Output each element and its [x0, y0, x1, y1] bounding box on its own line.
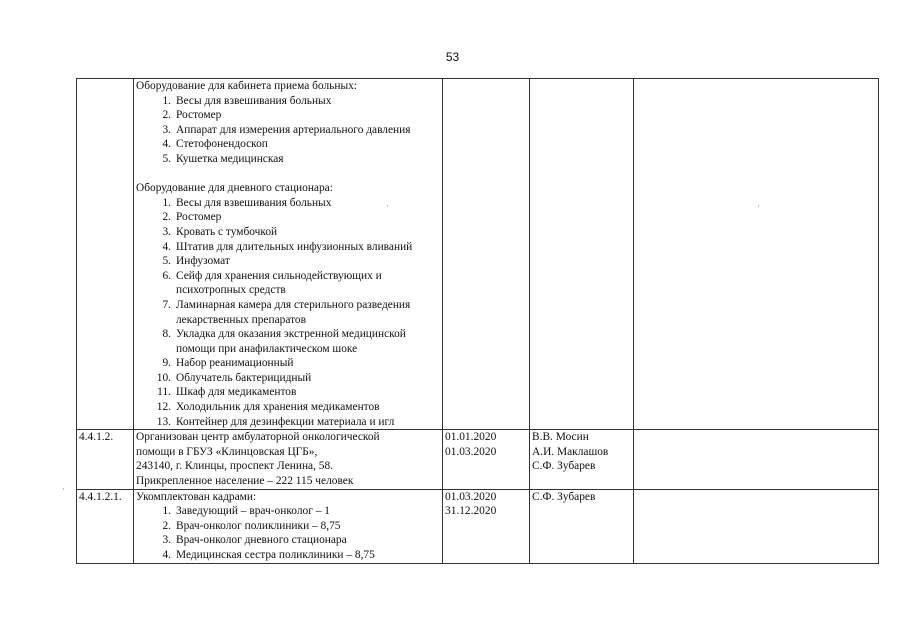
cell-dates: [443, 79, 530, 430]
list-item: [136, 210, 440, 225]
cell-code: 4.4.1.2.1.: [77, 489, 134, 563]
cell-responsible: [530, 79, 634, 430]
item-text: Весы для взвешивания больных: [176, 196, 332, 209]
item-text: Контейнер для дезинфекции материала и игл: [176, 415, 395, 428]
group-spacer: [136, 167, 440, 182]
item-text: Врач-онколог поликлиники – 8,75: [176, 519, 341, 532]
plan-table: [76, 78, 879, 564]
table-row: [77, 79, 879, 430]
scan-speck: ·: [386, 201, 389, 211]
list-item: [136, 108, 440, 123]
item-number: 7.: [162, 298, 171, 311]
date-text: 01.01.2020: [445, 431, 497, 444]
cell-extra: [634, 79, 879, 430]
item-text: Штатив для длительных инфузионных вливаний: [176, 240, 413, 253]
item-text: Облучатель бактерицидный: [176, 371, 312, 384]
item-number: 11.: [157, 386, 171, 399]
item-number: 2.: [162, 519, 171, 532]
responsible-person: С.Ф. Зубарев: [532, 490, 596, 503]
responsible-person: В.В. Мосин: [532, 431, 589, 444]
item-text: Заведующий – врач-онколог – 1: [176, 505, 330, 518]
item-number: 4.: [162, 240, 171, 253]
item-text: Сейф для хранения сильнодействующих и психотропных средств: [176, 269, 382, 297]
responsible-person: С.Ф. Зубарев: [532, 460, 596, 473]
list-item: [136, 548, 440, 563]
item-number: 12.: [156, 401, 171, 414]
item-text: Стетофонендоскоп: [176, 138, 268, 151]
item-text: Ростомер: [176, 211, 222, 224]
cell-dates: [443, 489, 530, 563]
list-item: [136, 298, 440, 327]
list-item: [136, 137, 440, 152]
item-number: 2.: [162, 109, 171, 122]
scan-speck: ·: [62, 484, 65, 494]
item-number: 4.: [162, 138, 171, 151]
item-number: 1.: [162, 196, 171, 209]
numbered-list: [136, 504, 440, 562]
table-row: [77, 489, 879, 563]
item-number: 1.: [162, 94, 171, 107]
description-line: Прикрепленное население – 222 115 человек: [136, 475, 354, 488]
cell-description: [134, 79, 443, 430]
cell-extra: [634, 489, 879, 563]
item-number: 8.: [162, 328, 171, 341]
cell-responsible: [530, 430, 634, 489]
numbered-list: [136, 94, 440, 167]
list-item: [136, 269, 440, 298]
item-text: Медицинская сестра поликлиники – 8,75: [176, 549, 375, 561]
item-number: 3.: [162, 123, 171, 136]
item-number: 9.: [162, 357, 171, 370]
item-number: 13.: [156, 415, 171, 428]
item-text: Аппарат для измерения артериального давления: [176, 123, 411, 136]
date-text: 01.03.2020: [445, 445, 497, 458]
equipment-group-title: Оборудование для кабинета приема больных:: [136, 80, 357, 92]
page-number: 53: [445, 50, 460, 64]
cell-description: [134, 430, 443, 489]
item-number: 4.: [162, 549, 171, 561]
item-text: Шкаф для медикаментов: [176, 386, 297, 399]
description-line: Организован центр амбулаторной онкологической: [136, 431, 380, 444]
list-item: [136, 240, 440, 255]
cell-code: [77, 79, 134, 430]
item-number: 10.: [156, 371, 171, 384]
item-text: Ламинарная камера для стерильного разведения лекарственных препаратов: [176, 298, 411, 326]
item-number: 5.: [162, 255, 171, 268]
item-text: Весы для взвешивания больных: [176, 94, 332, 107]
list-item: [136, 504, 440, 519]
numbered-list: [136, 196, 440, 430]
table-row: [77, 430, 879, 489]
list-item: [136, 152, 440, 167]
list-item: [136, 356, 440, 371]
item-number: 6.: [162, 269, 171, 282]
item-text: Врач-онколог дневного стационара: [176, 534, 347, 547]
cell-dates: [443, 430, 530, 489]
equipment-group-title: Оборудование для дневного стационара:: [136, 182, 333, 195]
item-number: 1.: [162, 505, 171, 518]
item-text: Кушетка медицинская: [176, 152, 284, 165]
list-item: [136, 123, 440, 138]
description-line: помощи в ГБУЗ «Клинцовская ЦГБ»,: [136, 445, 318, 458]
list-item: [136, 225, 440, 240]
list-item: [136, 327, 440, 356]
cell-code: 4.4.1.2.: [77, 430, 134, 489]
cell-extra: [634, 430, 879, 489]
list-item: [136, 533, 440, 548]
item-text: Ростомер: [176, 109, 222, 122]
list-item: [136, 385, 440, 400]
date-text: 01.03.2020: [445, 490, 497, 503]
scan-speck: ·: [757, 201, 760, 211]
description-line: 243140, г. Клинцы, проспект Ленина, 58.: [136, 460, 334, 473]
cell-responsible: [530, 489, 634, 563]
item-number: 2.: [162, 211, 171, 224]
date-text: 31.12.2020: [445, 505, 497, 518]
list-item: [136, 196, 440, 211]
cell-description: [134, 489, 443, 563]
list-item: [136, 254, 440, 269]
item-text: Холодильник для хранения медикаментов: [176, 401, 380, 414]
list-item: [136, 519, 440, 534]
item-text: Инфузомат: [176, 255, 230, 268]
item-text: Кровать с тумбочкой: [176, 225, 278, 238]
list-item: [136, 371, 440, 386]
responsible-person: А.И. Маклашов: [532, 445, 609, 458]
item-number: 5.: [162, 152, 171, 165]
list-item: [136, 415, 440, 430]
item-number: 3.: [162, 534, 171, 547]
item-number: 3.: [162, 225, 171, 238]
staffing-title: Укомплектован кадрами:: [136, 490, 257, 503]
list-item: [136, 400, 440, 415]
list-item: [136, 94, 440, 109]
item-text: Набор реанимационный: [176, 357, 294, 370]
item-text: Укладка для оказания экстренной медицинской помощи при анафилактическом шоке: [176, 328, 406, 355]
